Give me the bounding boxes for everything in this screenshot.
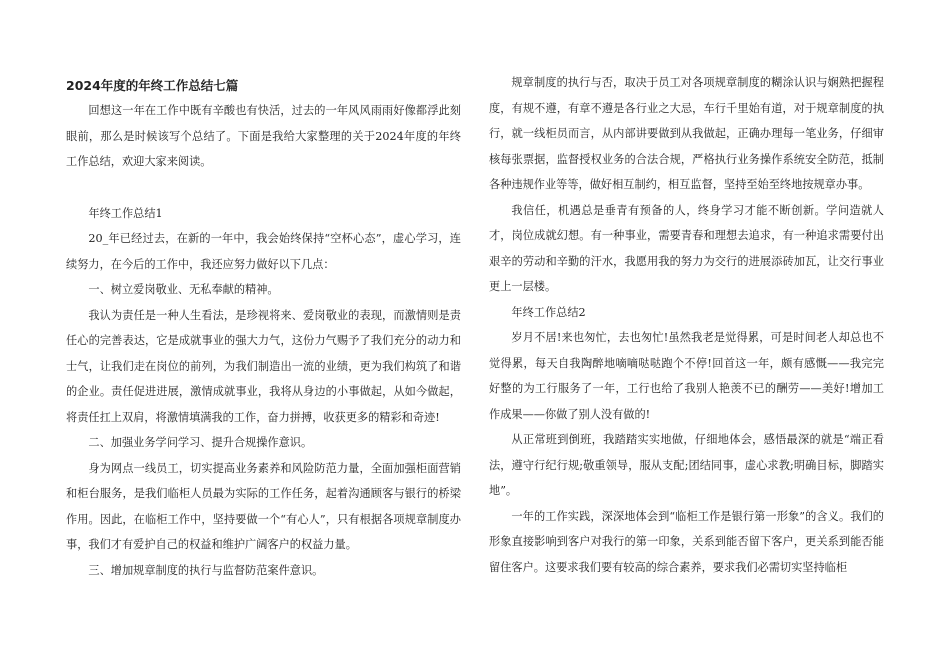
right-column bbox=[489, 70, 884, 580]
document-title: 2024年度的年终工作总结七篇 bbox=[66, 78, 239, 93]
point-heading: 一、树立爱岗敬业、无私奉献的精神。 bbox=[88, 283, 279, 296]
point-heading: 三、增加规章制度的执行与监督防范案件意识。 bbox=[88, 563, 324, 577]
paragraph: 岁月不居!来也匆忙，去也匆忙!虽然我老是觉得累，可是时间老人却总也不觉得累，每天自我陶醉地嘀嘀哒哒跑个不停!回首这一年，颇有感慨——我完完好整的为工行服务了一年，工行也给了我别人艳羡不已的酬劳——美好!增加工作成果——你做了别人没有做的! bbox=[489, 331, 884, 421]
section-heading: 年终工作总结1 bbox=[88, 206, 163, 220]
paragraph: 身为网点一线员工，切实提高业务素养和风险防范力量，全面加强柜面营销和柜台服务，是我们临柜人员最为实际的工作任务，起着沟通顾客与银行的桥梁作用。因此，在临柜工作中，坚持要做一个“有心人”，只有根据各项规章制度办事，我们才有爱护自己的权益和维护广阔客户的权益力量。 bbox=[66, 461, 461, 551]
paragraph: 一年的工作实践，深深地体会到“临柜工作是银行第一形象”的含义。我们的形象直接影响到客户对我行的第一印象，关系到能否留下客户，更关系到能否能留住客户。这要求我们要有较高的综合素养，要求我们必需切实坚持临柜 bbox=[489, 509, 884, 574]
paragraph: 我认为责任是一种人生看法，是珍视将来、爱岗敬业的表现，而激情则是责任心的完善表达，它是成就事业的强大力气，这份力气赐予了我们充分的动力和士气，让我们走在岗位的前列，为我们制造出一流的业绩，更为我们构筑了和谐的企业。责任促进进展，激情成就事业，我将从身边的小事做起，从如今做起，将责任扛上双肩，将激情填满我的工作，奋力拼搏，收获更多的精彩和奇迹! bbox=[66, 308, 461, 424]
paragraph: 规章制度的执行与否，取决于员工对各项规章制度的糊涂认识与娴熟把握程度，有规不遵，有章不遵是各行业之大忌，车行千里始有道，对于规章制度的执行，就一线柜员而言，从内部讲要做到从我做起，正确办理每一笔业务，仔细审核每张票据，监督授权业务的合法合规，严格执行业务操作系统安全防范，抵制各种违规作业等等，做好相互制约，相互监督，坚持至始至终地按规章办事。 bbox=[489, 76, 884, 191]
paragraph: 从正常班到倒班，我踏踏实实地做，仔细地体会，感悟最深的就是“端正看法，遵守行纪行规;敬重领导，服从支配;团结同事，虚心求教;明确目标，脚踏实地”。 bbox=[489, 433, 884, 497]
paragraph: 我信任，机遇总是垂青有预备的人，终身学习才能不断创新。学问造就人才，岗位成就幻想。有一种事业，需要青春和理想去追求，有一种追求需要付出艰辛的劳动和辛勤的汗水，我愿用我的努力为交行的进展添砖加瓦，让交行事业更上一层楼。 bbox=[489, 203, 884, 293]
paragraph: 20_年已经过去，在新的一年中，我会始终保持“空杯心态”，虚心学习，连续努力，在今后的工作中，我还应努力做好以下几点： bbox=[66, 232, 461, 271]
spacer bbox=[66, 175, 461, 201]
point-heading: 二、加强业务学问学习、提升合规操作意识。 bbox=[88, 436, 313, 449]
section-heading: 年终工作总结2 bbox=[511, 305, 586, 319]
intro-paragraph: 回想这一年在工作中既有辛酸也有快活，过去的一年风风雨雨好像都浮此刻眼前，那么是时候该写个总结了。下面是我给大家整理的关于2024年度的年终工作总结，欢迎大家来阅读。 bbox=[66, 104, 461, 168]
left-column bbox=[66, 70, 461, 583]
